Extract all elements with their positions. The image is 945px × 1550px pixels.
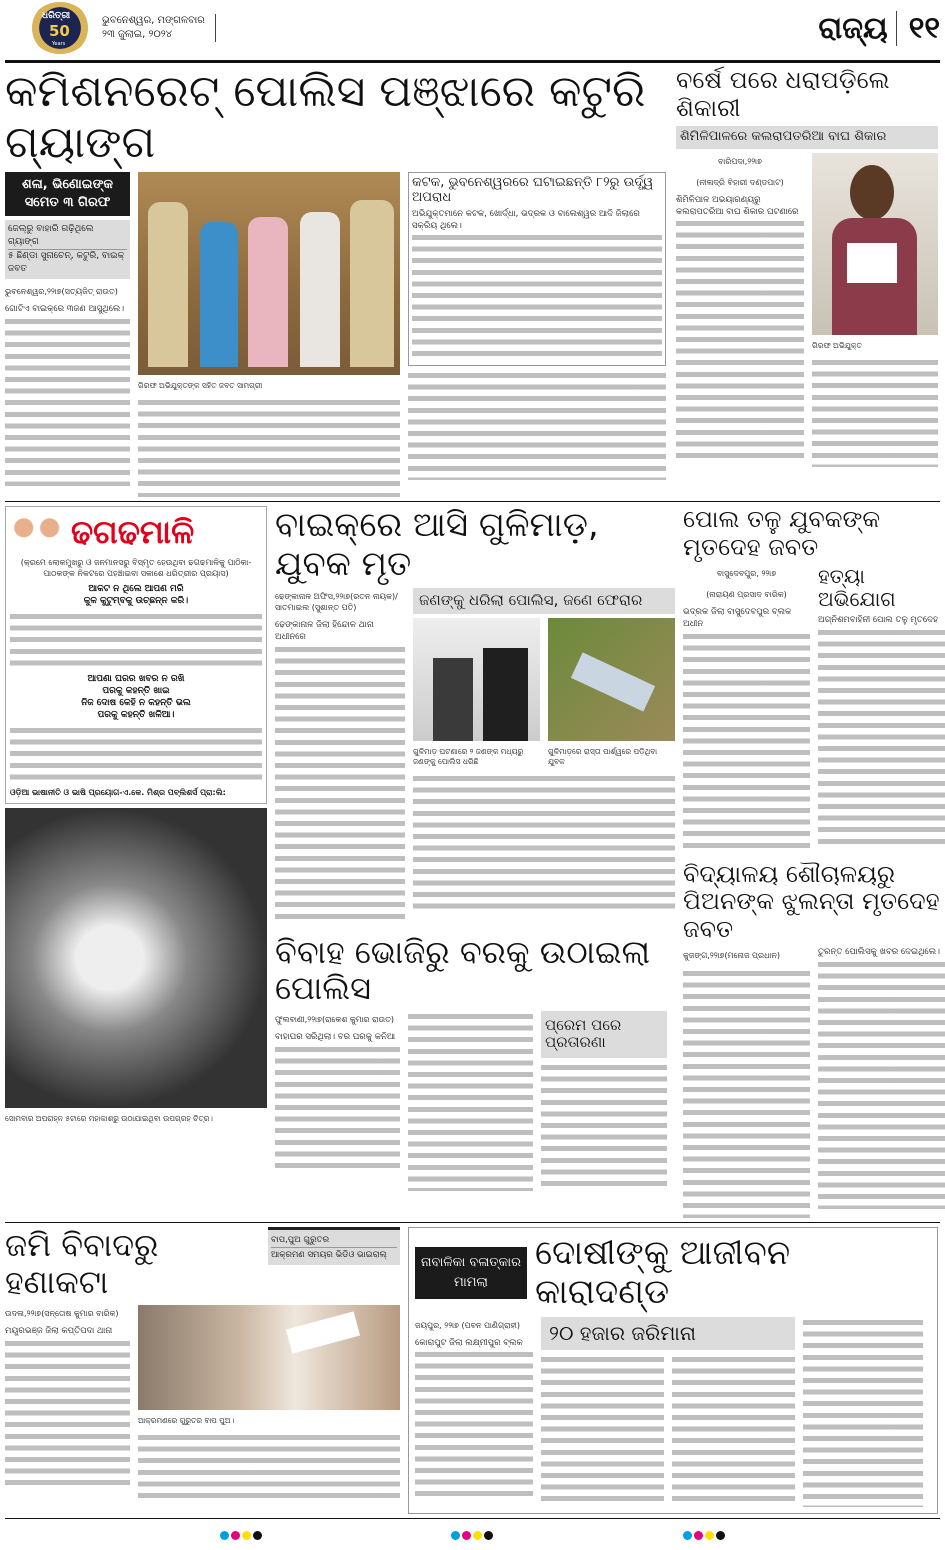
sayings [10, 673, 262, 721]
bike-photo-2 [548, 618, 675, 741]
wedding-body [275, 1032, 400, 1174]
bike-body [275, 620, 405, 923]
saying: ଆକଟ ନ ଥିଲେ ଆପଣ ମରି [88, 584, 184, 595]
pole-body [683, 607, 810, 850]
minor-box [408, 1227, 938, 1513]
color-registration-marks [450, 1525, 494, 1544]
body-text: ମୟୂରଭଞ୍ଜ ଜିଲା କପ୍ତିପଦା ଥାନା [5, 1325, 113, 1336]
land-body-2 [138, 1432, 400, 1502]
pole-byline: ବାସୁଦେବପୁର, ୨୨ା୭ [716, 569, 777, 579]
lead-body [5, 304, 130, 486]
land-headline: ଜମି ବିବାଦରୁ ହଣାକଟା [5, 1226, 159, 1302]
bike-photo-1 [413, 618, 540, 741]
sidebox-body [412, 209, 662, 362]
tagadamali-intro: (କ୍ରମେ ଲୋକମୁଖରୁ ଓ ଜନମାନସରୁ ବିସ୍ମୃତ ହେଉଥିବା ଢଗଢମାଳିକୁ ପାଠିକା-ପାଠକଙ୍କ ନିକଟରେ ପହଞ୍ଚାଇବା ସକାଶେ ଧରିତ୍ରୀର ପ୍ରୟାସ) [20, 558, 252, 579]
minor-byline: ଜୟପୁର, ୨୨ା୭ (ପବନ ପାଣିଗ୍ରାହୀ) [415, 1320, 520, 1330]
bike-byline: ଢେଙ୍କାନାଳ ଅଫିସ,୨୨ା୭(ରତନ ନାୟକ)/ ସାତମାଇଲ (ସୁଶାନ୍ତ ପତି) [275, 592, 398, 613]
bike-subhead: ଜଣଙ୍କୁ ଧରିଲା ପୋଲିସ, ଜଣେ ଫେରାର [413, 588, 675, 613]
lead-headline: କମିଶନରେଟ୍ ପୋଲିସ ପଞ୍ଝାରେ କଟୁରି ଗ୍ୟାଙ୍ଗ [5, 66, 646, 168]
land-bullets [268, 1227, 400, 1265]
saying: ନିଜ ଦୋଷ କେହି ନ କହନ୍ତି ଭଲ [81, 698, 191, 709]
logo-years: 50 [49, 22, 70, 40]
wedding-subhead: ପ୍ରେମ ପରେ ପ୍ରତାରଣା [541, 1011, 667, 1058]
body-text: ତୁରନ୍ତ ପୋଲିସକୁ ଖବର ଦେଇଥିଲେ। [818, 947, 940, 958]
tagadamali-box [5, 506, 267, 804]
bike-caption-2: ଗୁଳିମାଡ଼ରେ ରାସ୍ତା ପାର୍ଶ୍ୱରେ ପଡ଼ିଥିବା ଯୁବକ [548, 746, 658, 766]
lead-body-3 [408, 370, 666, 480]
land-photo [138, 1305, 400, 1410]
tagadamali-title: ଢଗଢମାଳି [71, 512, 195, 551]
lead-bullets [5, 220, 130, 279]
body-text: ବାହାଘର ସରିଥିଲା। ବର ଘରକୁ କନିଆ [275, 1032, 396, 1043]
pole-body-2 [818, 615, 945, 847]
logo-text: ଧରିତ୍ରୀ [42, 11, 71, 21]
footer-rule [5, 1518, 940, 1519]
saying-explanation [10, 611, 262, 669]
lead-body-2 [138, 397, 400, 497]
bullet: ୫ ଛିଣ୍ଡା ସୁନାଚେନ୍, କଟୁରି, ବାଇକ୍ ଜବତ [8, 251, 125, 275]
saying: ପରକୁ କହନ୍ତି ଖଳିଆ। [97, 710, 175, 721]
school-byline: କୁଜଙ୍ଗ,୨୨ା୭(ମନୋଜ ପ୍ରଧାନ) [683, 951, 780, 961]
logo-sub: Years [52, 41, 66, 47]
pole-reporter: (ନାରାୟଣ ପ୍ରସାଦ ବାରିକ) [706, 590, 787, 600]
bullet: ବାପ,ପୁଅ ଗୁରୁତର [271, 1233, 397, 1248]
color-registration-marks [682, 1525, 726, 1544]
poacher-byline: ବାରିପଦା,୨୨ା୭ [718, 157, 762, 167]
poacher-body [676, 195, 804, 458]
bullet: ଜେଲ୍‌ରୁ ବାହାରି ଗଢ଼ିଥିଲେ ଗ୍ୟାଙ୍ଗ [8, 223, 127, 250]
lead-box: ଶଳା, ଭିଣୋଇଙ୍କ ସମେତ ୩ ଗିରଫ [5, 172, 130, 216]
sayings [10, 583, 262, 607]
body-text: ଅଭିଯୁକ୍ତମାନେ କଟକ, ଖୋର୍ଦ୍ଧା, ଭଦ୍ରକ ଓ ବାଲେଶ୍ୱର ଆଦି ଜିଲାରେ ସକ୍ରିୟ ଥିଲେ। [412, 209, 640, 231]
saying-explanation [10, 725, 262, 783]
tagadamali-credit: ଓଡ଼ିଆ ଭାଷାନୀତି ଓ ଭାଷି ପ୍ରୟୋଗ-ଏ.କେ. ମିଶ୍ର ପବ୍ଲିଶର୍ସ ପ୍ରା:ଲି: [10, 788, 226, 798]
sidebox-title: କଟକ, ଭୁବନେଶ୍ୱରରେ ଘଟାଇଛନ୍ତି ୮୨ରୁ ଉର୍ଦ୍ଧ୍ୱ ଅପରାଧ [412, 175, 654, 206]
color-registration-marks [219, 1525, 263, 1544]
minor-body [415, 1338, 533, 1500]
minor-body-2 [541, 1354, 664, 1504]
section-name: ରାଜ୍ୟ [818, 11, 896, 46]
poacher-headline: ବର୍ଷେ ପରେ ଧରାପଡ଼ିଲେ ଶିକାରୀ [676, 66, 890, 122]
minor-subhead: ୨୦ ହଜାର ଜରିମାନା [541, 1317, 795, 1350]
bike-caption-1: ଗୁଳିମାଡ଼ ଘଟଣାରେ ୨ ଜଣଙ୍କ ମଧ୍ୟରୁ ଜଣଙ୍କୁ ପୋଲିସ ଧରିଛି [413, 746, 524, 766]
section-rule [5, 1222, 940, 1223]
wedding-body-2 [408, 1011, 533, 1191]
satellite-image [5, 808, 267, 1108]
poacher-caption: ଗିରଫ ଅଭିଯୁକ୍ତ [812, 341, 862, 351]
poacher-reporter: (ନୀଳାଦ୍ରି ବିହାରୀ ଦଣ୍ଡପାଟ) [696, 178, 784, 188]
page-number: ୧୧ [908, 10, 940, 46]
minor-body-3 [672, 1354, 795, 1504]
saying: ପରକୁ କହନ୍ତି ଖାଇ [102, 686, 170, 697]
cartoon-icon [10, 511, 65, 553]
saying: ଆପଣା ଘରର ଖବର ନ ରଖି [87, 674, 185, 685]
satellite-caption: ସୋମବାର ଅପରାହ୍ନ ୫ଟାରେ ମହାକାଶରୁ ଉଠାଯାଇଥିବା ଉପଗ୍ରହ ଚିତ୍ର। [5, 1113, 213, 1123]
poacher-photo [812, 153, 938, 335]
land-body [5, 1326, 130, 1488]
pole-subhead: ହତ୍ୟା ଅଭିଯୋଗ [818, 564, 896, 612]
school-body [683, 968, 810, 1218]
land-photo-caption: ଆକ୍ରମଣରେ ଗୁରୁତର ବାପ ପୁଅ। [138, 1415, 235, 1425]
logo [30, 2, 90, 54]
bike-headline: ବାଇକ୍‌ରେ ଆସି ଗୁଳିମାଡ଼, ଯୁବକ ମୃତ [275, 505, 599, 585]
lead-photo-caption: ଗିରଫ ଅଭିଯୁକ୍ତଙ୍କ ସହିତ ଜବତ ସାମଗ୍ରୀ [138, 381, 263, 391]
wedding-body-3 [541, 1062, 667, 1192]
date: ୨୩ ଜୁଲାଇ, ୨୦୨୪ [102, 29, 173, 40]
city-day: ଭୁବନେଶ୍ୱର, ମଙ୍ଗଳବାର [102, 15, 205, 26]
school-headline: ବିଦ୍ୟାଳୟ ଶୌଚାଳୟରୁ ପିଅନଙ୍କ ଝୁଲନ୍ତା ମୃତଦେହ ଜବତ [683, 859, 940, 943]
bike-body-2 [413, 773, 675, 913]
wedding-headline: ବିବାହ ଭୋଜିରୁ ବରକୁ ଉଠାଇଲା ପୋଲିସ [275, 932, 651, 1008]
land-byline: ଉଦଳା,୨୨ା୭(ସନ୍ତୋଷ କୁମାର ବାରିକ) [5, 1308, 119, 1318]
body-text: ଢେଙ୍କାନାଳ ଜିଲା ହିନ୍ଦୋଳ ଥାନା ଅଧୀନରେ [275, 620, 374, 642]
minor-body-4 [803, 1317, 923, 1507]
body-text: ଅଗ୍ନିଶମବାହିନୀ ପୋଲ ତଳୁ ମୃତଦେହ [818, 615, 938, 626]
wedding-byline: ଫୁଲବାଣୀ,୨୨ା୭(ରାକେଶ କୁମାର ରାଉତ) [275, 1015, 395, 1025]
lead-sidebox [408, 172, 666, 366]
masthead-rule [5, 60, 940, 63]
bullet: ଆକ୍ରମଣ ସମୟର ଭିଡିଓ ଭାଇରାଲ୍ [271, 1250, 387, 1261]
pole-headline: ପୋଲ ତଳୁ ଯୁବକଙ୍କ ମୃତଦେହ ଜବତ [683, 505, 881, 561]
poacher-subhead: ଶିମିଳିପାଳରେ କଲରାପତରିଆ ବାଘ ଶିକାର [676, 126, 938, 149]
body-text: କୋରାପୁଟ ଜିଲା ଲକ୍ଷ୍ମୀପୁର ବ୍ଲକ [415, 1337, 523, 1348]
poacher-body-2 [812, 357, 938, 467]
section-rule [5, 501, 940, 502]
minor-label: ନାବାଳିକା ବଳାତ୍କାର ମାମଲା [415, 1247, 527, 1299]
saying: କୁଳ କୁଟୁମ୍ବକୁ ଉଚ୍ଛନ୍ନ କରି। [83, 596, 189, 607]
body-text: ଭଦ୍ରକ ଜିଲା ବାସୁଦେବପୁର ବ୍ଲକ ଅଧୀନ [683, 607, 792, 629]
lead-byline: ଭୁବନେଶ୍ୱର,୨୨ା୭(ସତ୍ୟଜିତ୍ ରାଉତ) [5, 287, 118, 297]
minor-headline: ଦୋଷୀଙ୍କୁ ଆଜୀବନ କାରାଦଣ୍ଡ [535, 1233, 791, 1313]
school-body-2 [818, 947, 945, 1218]
date-block [102, 14, 216, 42]
body-text: ଗୋଟିଏ ବାଇକ୍‌ରେ ୩ଜଣ ଆସୁଥିଲେ। [5, 304, 125, 315]
lead-photo [138, 172, 400, 375]
body-text: ଶିମିଳିପାଳ ଅଭୟାରଣ୍ୟରୁ କଲରାପତରିଆ ବାଘ ଶିକାର ଘଟଣାରେ [676, 195, 799, 217]
footer [5, 1523, 940, 1550]
masthead [5, 0, 940, 56]
